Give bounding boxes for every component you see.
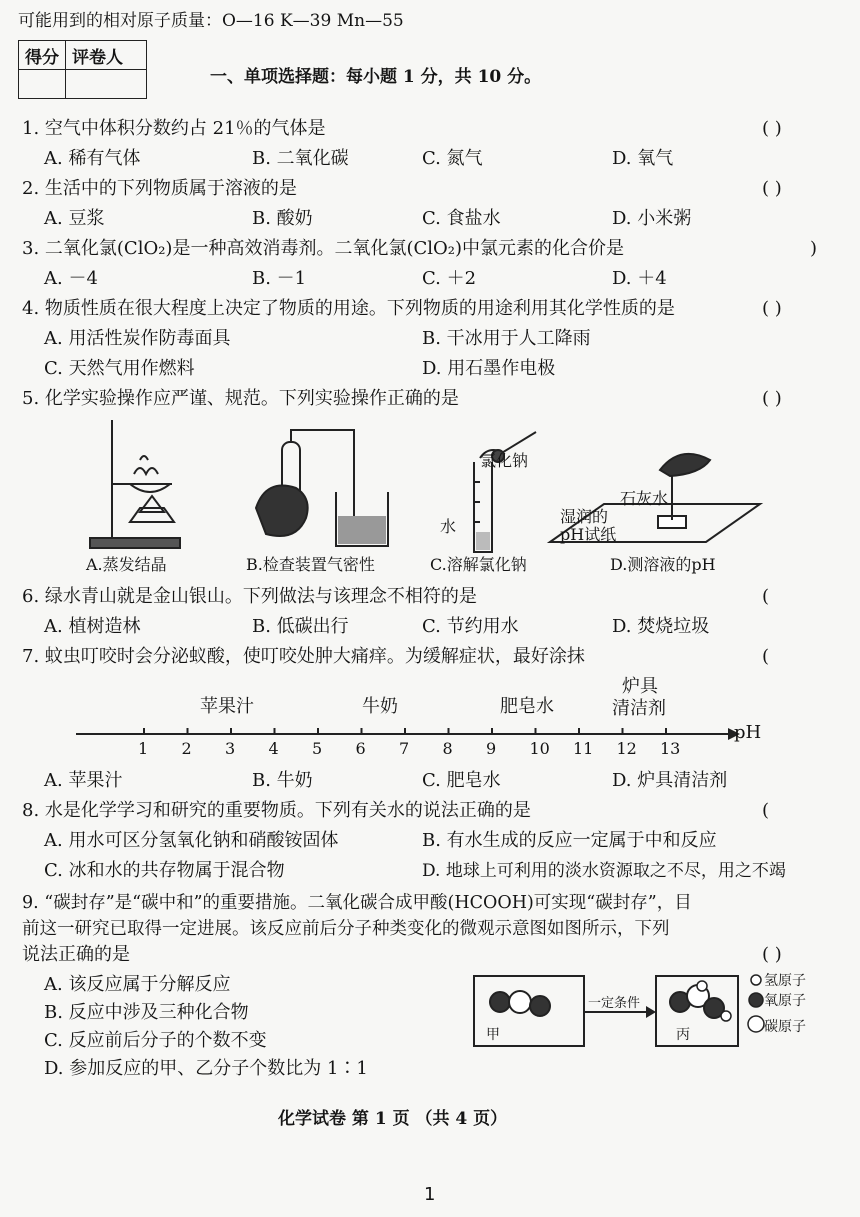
ph-tick-label: 1 — [138, 739, 149, 758]
question-9-stem-line-3: 说法正确的是 — [22, 944, 130, 965]
q1-option-c: C. 氮气 — [422, 148, 483, 169]
question-1-stem: 1. 空气中体积分数约占 21％的气体是 — [22, 118, 326, 139]
q7-option-c: C. 肥皂水 — [422, 770, 501, 791]
carbon-legend-icon — [748, 1016, 764, 1032]
grader-header: 评卷人 — [66, 41, 147, 70]
q6-option-b: B. 低碳出行 — [252, 616, 349, 637]
q9-option-d: D. 参加反应的甲、乙分子个数比为 1∶1 — [44, 1058, 368, 1079]
q8-option-b: B. 有水生成的反应一定属于中和反应 — [422, 830, 717, 851]
answer-paren: ( ) — [762, 178, 782, 199]
q5-caption-b: B.检查装置气密性 — [246, 555, 375, 574]
atomic-mass-line: 可能用到的相对原子质量：O—16 K—39 Mn—55 — [18, 11, 404, 31]
score-table — [18, 40, 147, 99]
ph-scale — [76, 720, 756, 760]
question-5-stem: 5. 化学实验操作应严谨、规范。下列实验操作正确的是 — [22, 388, 459, 409]
legend-oxygen: 氧原子 — [764, 993, 806, 1009]
q4-option-c: C. 天然气用作燃料 — [44, 358, 195, 379]
reaction-condition: 一定条件 — [588, 996, 641, 1011]
scale-label-soap-water: 肥皂水 — [500, 696, 554, 717]
label-limewater: 石灰水 — [620, 489, 669, 508]
q8-option-c: C. 冰和水的共存物属于混合物 — [44, 860, 285, 881]
question-2-stem: 2. 生活中的下列物质属于溶液的是 — [22, 178, 297, 199]
q9-option-c: C. 反应前后分子的个数不变 — [44, 1030, 267, 1051]
product-label: 丙 — [676, 1027, 690, 1043]
q5-apparatus-illustrations — [60, 412, 800, 562]
label-wet: 湿润的 — [560, 507, 609, 526]
label-nacl: 氯化钠 — [480, 451, 529, 470]
question-4-stem: 4. 物质性质在很大程度上决定了物质的用途。下列物质的用途利用其化学性质的是 — [22, 298, 675, 319]
q7-option-a: A. 苹果汁 — [44, 770, 123, 791]
answer-paren-close: ) — [810, 238, 818, 259]
q7-option-b: B. 牛奶 — [252, 770, 313, 791]
q1-option-d: D. 氧气 — [612, 148, 674, 169]
q5-caption-d: D.测溶液的pH — [610, 555, 716, 574]
answer-paren-open: ( — [762, 646, 770, 667]
scale-label-cleaner: 清洁剂 — [612, 698, 666, 719]
legend-carbon: 碳原子 — [764, 1019, 806, 1035]
q9-option-a: A. 该反应属于分解反应 — [44, 974, 231, 995]
question-9-stem-line-2: 前这一研究已取得一定进展。该反应前后分子种类变化的微观示意图如图所示，下列 — [22, 919, 670, 939]
ph-tick-label: 7 — [399, 739, 410, 758]
q2-option-c: C. 食盐水 — [422, 208, 501, 229]
evaporation-apparatus — [90, 420, 180, 548]
ph-tick-label: 13 — [660, 739, 681, 758]
q2-option-d: D. 小米粥 — [612, 208, 692, 229]
page-number: 1 — [424, 1184, 436, 1205]
ph-tick-label: 4 — [268, 739, 279, 758]
ph-tick-label: 2 — [181, 739, 192, 758]
score-header: 得分 — [19, 41, 66, 70]
answer-paren: ( ) — [762, 388, 782, 409]
ph-tick-label: 10 — [529, 739, 550, 758]
q2-option-b: B. 酸奶 — [252, 208, 313, 229]
ph-tick-label: 9 — [486, 739, 497, 758]
q3-option-d: D. ＋4 — [612, 268, 667, 289]
label-ph-paper: pH试纸 — [560, 525, 617, 544]
ph-tick-label: 5 — [312, 739, 323, 758]
q3-option-a: A. －4 — [44, 268, 98, 289]
section-title: 一、单项选择题：每小题 1 分，共 10 分。 — [210, 67, 542, 87]
question-6-stem: 6. 绿水青山就是金山银山。下列做法与该理念不相符的是 — [22, 586, 477, 607]
answer-paren: ( ) — [762, 298, 782, 319]
label-water: 水 — [440, 517, 457, 536]
page-footer: 化学试卷 第 1 页 （共 4 页） — [278, 1109, 508, 1129]
scale-label-apple-juice: 苹果汁 — [200, 696, 254, 717]
q8-option-a: A. 用水可区分氢氧化钠和硝酸铵固体 — [44, 830, 339, 851]
answer-paren-open: ( — [762, 800, 770, 821]
q5-caption-c: C.溶解氯化钠 — [430, 555, 527, 574]
answer-paren: ( ) — [762, 944, 782, 965]
hydrogen-legend-icon — [751, 975, 761, 985]
q1-option-a: A. 稀有气体 — [44, 148, 141, 169]
q6-option-d: D. 焚烧垃圾 — [612, 616, 710, 637]
legend-hydrogen: 氢原子 — [764, 973, 806, 989]
ph-tick-label: 12 — [616, 739, 637, 758]
q5-caption-a: A.蒸发结晶 — [86, 555, 167, 574]
score-cell — [19, 70, 66, 99]
scale-label-milk: 牛奶 — [362, 696, 398, 717]
q1-option-b: B. 二氧化碳 — [252, 148, 349, 169]
reactant-label: 甲 — [486, 1027, 500, 1043]
q4-option-a: A. 用活性炭作防毒面具 — [44, 328, 231, 349]
q7-option-d: D. 炉具清洁剂 — [612, 770, 728, 791]
question-9-stem-line-1: 9. “碳封存”是“碳中和”的重要措施。二氧化碳合成甲酸(HCOOH)可实现“碳封存”，目 — [22, 893, 692, 913]
q3-option-c: C. ＋2 — [422, 268, 477, 289]
q9-option-b: B. 反应中涉及三种化合物 — [44, 1002, 249, 1023]
ph-tick-label: 11 — [573, 739, 594, 758]
question-3-stem: 3. 二氧化氯(ClO₂)是一种高效消毒剂。二氧化氯(ClO₂)中氯元素的化合价是 — [22, 238, 624, 259]
oxygen-legend-icon — [749, 993, 763, 1007]
ph-tick-label: 8 — [442, 739, 453, 758]
q6-option-a: A. 植树造林 — [44, 616, 141, 637]
q4-option-b: B. 干冰用于人工降雨 — [422, 328, 591, 349]
answer-paren-open: ( — [762, 586, 770, 607]
ph-tick-label: 3 — [225, 739, 236, 758]
airtightness-apparatus — [256, 430, 388, 546]
q6-option-c: C. 节约用水 — [422, 616, 519, 637]
q3-option-b: B. －1 — [252, 268, 307, 289]
q4-option-d: D. 用石墨作电极 — [422, 358, 556, 379]
scale-label-stove: 炉具 — [622, 676, 658, 697]
question-7-stem: 7. 蚊虫叮咬时会分泌蚁酸，使叮咬处肿大痛痒。为缓解症状，最好涂抹 — [22, 646, 585, 667]
question-8-stem: 8. 水是化学学习和研究的重要物质。下列有关水的说法正确的是 — [22, 800, 531, 821]
q8-option-d: D. 地球上可利用的淡水资源取之不尽，用之不竭 — [422, 861, 786, 881]
ph-axis-label: pH — [734, 722, 762, 743]
q2-option-a: A. 豆浆 — [44, 208, 105, 229]
ph-tick-label: 6 — [355, 739, 366, 758]
answer-paren: ( ) — [762, 118, 782, 139]
grader-cell — [66, 70, 147, 99]
